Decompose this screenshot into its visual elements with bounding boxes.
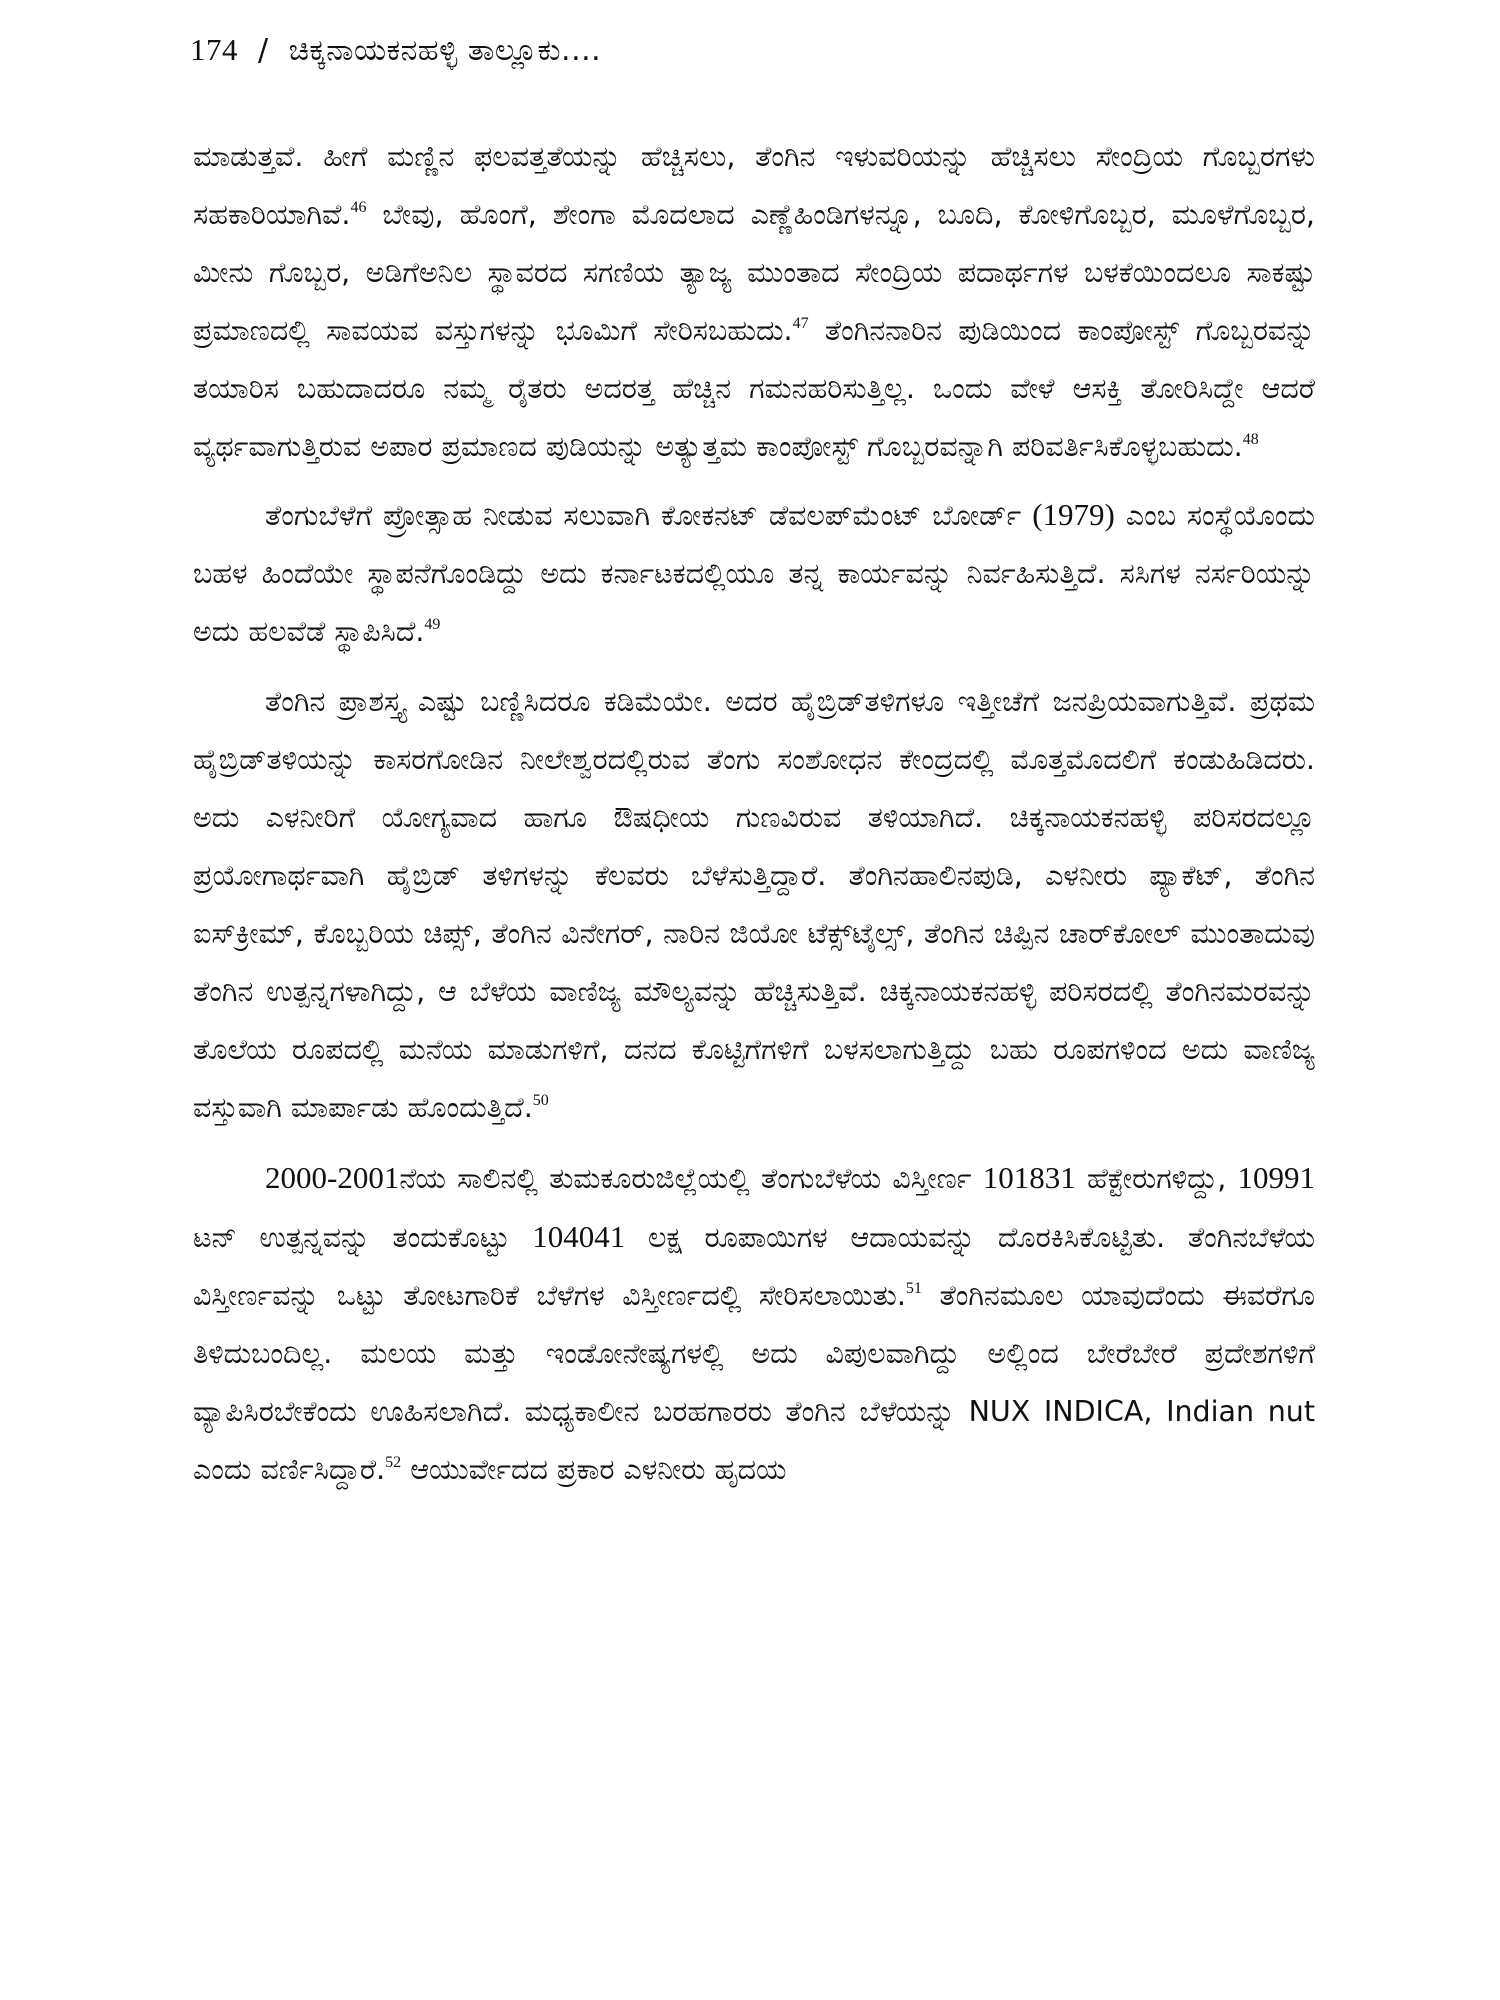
- running-title: ಚಿಕ್ಕನಾಯಕನಹಳ್ಳಿ ತಾಲ್ಲೂಕು....: [288, 33, 602, 68]
- paragraph-4: [193, 1149, 1315, 1499]
- running-header: [190, 28, 601, 73]
- footnote-ref-46: 46: [350, 199, 367, 216]
- footnote-ref-48: 48: [1242, 431, 1259, 448]
- page-number: 174: [190, 32, 238, 67]
- p2-text-1: ತೆಂಗುಬೆಳೆಗೆ ಪ್ರೋತ್ಸಾಹ ನೀಡುವ ಸಲುವಾಗಿ ಕೋಕನಟ್ ಡೆವಲಪ್‌ಮೆಂಟ್ ಬೋರ್ಡ್: [265, 499, 1033, 532]
- header-separator: /: [258, 33, 269, 68]
- p4-area-number: 101831: [982, 1160, 1076, 1195]
- p4-text-1: ನೆಯ ಸಾಲಿನಲ್ಲಿ ತುಮಕೂರುಜಿಲ್ಲೆಯಲ್ಲಿ ತೆಂಗುಬೆಳೆಯ ವಿಸ್ತೀರ್ಣ: [399, 1162, 983, 1195]
- p4-text-7: ಆಯುರ್ವೇದದ ಪ್ರಕಾರ ಎಳನೀರು ಹೃದಯ: [401, 1453, 787, 1486]
- p4-text-6: ಎಂದು ವರ್ಣಿಸಿದ್ದಾರೆ.: [193, 1453, 386, 1486]
- footnote-ref-52: 52: [385, 1454, 402, 1471]
- p4-space: [1152, 1395, 1166, 1428]
- p3-text-1: ತೆಂಗಿನ ಪ್ರಾಶಸ್ತ್ಯ ಎಷ್ಟು ಬಣ್ಣಿಸಿದರೂ ಕಡಿಮೆಯೇ. ಅದರ ಹೈಬ್ರಿಡ್‌ತಳಿಗಳೂ ಇತ್ತೀಚೆಗೆ ಜನಪ್ರಿಯವಾಗುತ್ತಿವೆ. ಪ್ರಥಮ ಹೈಬ್ರಿಡ್‌ತಳಿಯನ್ನು ಕಾಸರಗೋಡಿನ ನೀಲೇಶ್ವರದಲ್ಲಿರುವ ತೆಂಗು ಸಂಶೋಧನ ಕೇಂದ್ರದಲ್ಲಿ ಮೊತ್ತಮೊದಲಿಗೆ ಕಂಡುಹಿಡಿದರು. ಅದು ಎಳನೀರಿಗೆ ಯೋಗ್ಯವಾದ ಹಾಗೂ ಔಷಧೀಯ ಗುಣವಿರುವ ತಳಿಯಾಗಿದೆ. ಚಿಕ್ಕನಾಯಕನಹಳ್ಳಿ ಪರಿಸರದಲ್ಲೂ ಪ್ರಯೋಗಾರ್ಥವಾಗಿ ಹೈಬ್ರಿಡ್ ತಳಿಗಳನ್ನು ಕೆಲವರು ಬೆಳೆಸುತ್ತಿದ್ದಾರೆ. ತೆಂಗಿನಹಾಲಿನಪುಡಿ, ಎಳನೀರು ಪ್ಯಾಕೆಟ್, ತೆಂಗಿನ ಐಸ್‌ಕ್ರೀಮ್, ಕೊಬ್ಬರಿಯ ಚಿಪ್ಸ್, ತೆಂಗಿನ ವಿನೇಗರ್, ನಾರಿನ ಜಿಯೋ ಟೆಕ್ಸ್‌ಟೈಲ್ಸ್, ತೆಂಗಿನ ಚಿಪ್ಪಿನ ಚಾರ್‌ಕೋಲ್ ಮುಂತಾದುವು ತೆಂಗಿನ ಉತ್ಪನ್ನಗಳಾಗಿದ್ದು, ಆ ಬೆಳೆಯ ವಾಣಿಜ್ಯ ಮೌಲ್ಯವನ್ನು ಹೆಚ್ಚಿಸುತ್ತಿವೆ. ಚಿಕ್ಕನಾಯಕನಹಳ್ಳಿ ಪರಿಸರದಲ್ಲಿ ತೆಂಗಿನಮರವನ್ನು ತೊಲೆಯ ರೂಪದಲ್ಲಿ ಮನೆಯ ಮಾಡುಗಳಿಗೆ, ದನದ ಕೊಟ್ಟಿಗೆಗಳಿಗೆ ಬಳಸಲಾಗುತ್ತಿದ್ದು ಬಹು ರೂಪಗಳಿಂದ ಅದು ವಾಣಿಜ್ಯ ವಸ್ತುವಾಗಿ ಮಾರ್ಪಾಡು ಹೊಂದುತ್ತಿದೆ.: [193, 685, 1315, 1124]
- p4-english-name: Indian nut: [1166, 1395, 1316, 1428]
- footnote-ref-51: 51: [905, 1280, 922, 1297]
- p4-tonnage-number: 10991: [1237, 1160, 1316, 1195]
- paragraph-3: [193, 673, 1315, 1137]
- p1-text-1: ಮಾಡುತ್ತವೆ. ಹೀಗೆ ಮಣ್ಣಿನ ಫಲವತ್ತತೆಯನ್ನು ಹೆಚ್ಚಿಸಲು, ತೆಂಗಿನ ಇಳುವರಿಯನ್ನು ಹೆಚ್ಚಿಸಲು ಸೇಂದ್ರಿಯ ಗೊಬ್ಬರಗಳು ಸಹಕಾರಿಯಾಗಿವೆ.: [193, 140, 1315, 231]
- body-text: [193, 128, 1315, 1511]
- p4-text-5: ತೆಂಗಿನಮೂಲ ಯಾವುದೆಂದು ಈವರೆಗೂ ತಿಳಿದುಬಂದಿಲ್ಲ. ಮಲಯ ಮತ್ತು ಇಂಡೋನೇಷ್ಯಗಳಲ್ಲಿ ಅದು ವಿಪುಲವಾಗಿದ್ದು ಅಲ್ಲಿಂದ ಬೇರೆಬೇರೆ ಪ್ರದೇಶಗಳಿಗೆ ವ್ಯಾಪಿಸಿರಬೇಕೆಂದು ಊಹಿಸಲಾಗಿದೆ. ಮಧ್ಯಕಾಲೀನ ಬರಹಗಾರರು ತೆಂಗಿನ ಬೆಳೆಯನ್ನು: [193, 1279, 1315, 1428]
- footnote-ref-47: 47: [792, 315, 809, 332]
- paragraph-1: [193, 128, 1315, 476]
- p4-latin-name: NUX INDICA,: [968, 1395, 1153, 1428]
- p4-text-3: ಟನ್ ಉತ್ಪನ್ನವನ್ನು ತಂದುಕೊಟ್ಟು: [193, 1221, 533, 1254]
- footnote-ref-50: 50: [532, 1092, 549, 1109]
- p4-years: 2000-2001: [265, 1160, 400, 1195]
- p2-text-2: ಎಂಬ ಸಂಸ್ಥೆಯೊಂದು ಬಹಳ ಹಿಂದೆಯೇ ಸ್ಥಾಪನೆಗೊಂಡಿದ್ದು ಅದು ಕರ್ನಾಟಕದಲ್ಲಿಯೂ ತನ್ನ ಕಾರ್ಯವನ್ನು ನಿರ್ವಹಿಸುತ್ತಿದೆ. ಸಸಿಗಳ ನರ್ಸರಿಯನ್ನು ಅದು ಹಲವೆಡೆ ಸ್ಥಾಪಿಸಿದೆ.: [193, 499, 1315, 648]
- paragraph-2: [193, 486, 1315, 661]
- p1-text-3: ತೆಂಗಿನನಾರಿನ ಪುಡಿಯಿಂದ ಕಾಂಪೋಸ್ಟ್ ಗೊಬ್ಬರವನ್ನು ತಯಾರಿಸ ಬಹುದಾದರೂ ನಮ್ಮ ರೈತರು ಅದರತ್ತ ಹೆಚ್ಚಿನ ಗಮನಹರಿಸುತ್ತಿಲ್ಲ. ಒಂದು ವೇಳೆ ಆಸಕ್ತಿ ತೋರಿಸಿದ್ದೇ ಆದರೆ ವ್ಯರ್ಥವಾಗುತ್ತಿರುವ ಅಪಾರ ಪ್ರಮಾಣದ ಪುಡಿಯನ್ನು ಅತ್ಯುತ್ತಮ ಕಾಂಪೋಸ್ಟ್ ಗೊಬ್ಬರವನ್ನಾಗಿ ಪರಿವರ್ತಿಸಿಕೊಳ್ಳಬಹುದು.: [193, 314, 1315, 463]
- p4-text-2: ಹೆಕ್ಟೇರುಗಳಿದ್ದು,: [1075, 1162, 1238, 1195]
- p2-year: (1979): [1032, 497, 1115, 532]
- p4-text-4: ಲಕ್ಷ ರೂಪಾಯಿಗಳ ಆದಾಯವನ್ನು ದೊರಕಿಸಿಕೊಟ್ಟಿತು. ತೆಂಗಿನಬೆಳೆಯ ವಿಸ್ತೀರ್ಣವನ್ನು ಒಟ್ಟು ತೋಟಗಾರಿಕೆ ಬೆಳೆಗಳ ವಿಸ್ತೀರ್ಣದಲ್ಲಿ ಸೇರಿಸಲಾಯಿತು.: [193, 1221, 1316, 1312]
- footnote-ref-49: 49: [424, 616, 441, 633]
- p1-text-2: ಬೇವು, ಹೊಂಗೆ, ಶೇಂಗಾ ಮೊದಲಾದ ಎಣ್ಣೆಹಿಂಡಿಗಳನ್ನೂ, ಬೂದಿ, ಕೋಳಿಗೊಬ್ಬರ, ಮೂಳೆಗೊಬ್ಬರ, ಮೀನು ಗೊಬ್ಬರ, ಅಡಿಗೆಅನಿಲ ಸ್ಥಾವರದ ಸಗಣಿಯ ತ್ಯಾಜ್ಯ ಮುಂತಾದ ಸೇಂದ್ರಿಯ ಪದಾರ್ಥಗಳ ಬಳಕೆಯಿಂದಲೂ ಸಾಕಷ್ಟು ಪ್ರಮಾಣದಲ್ಲಿ ಸಾವಯವ ವಸ್ತುಗಳನ್ನು ಭೂಮಿಗೆ ಸೇರಿಸಬಹುದು.: [193, 198, 1315, 347]
- p4-income-number: 104041: [532, 1219, 626, 1254]
